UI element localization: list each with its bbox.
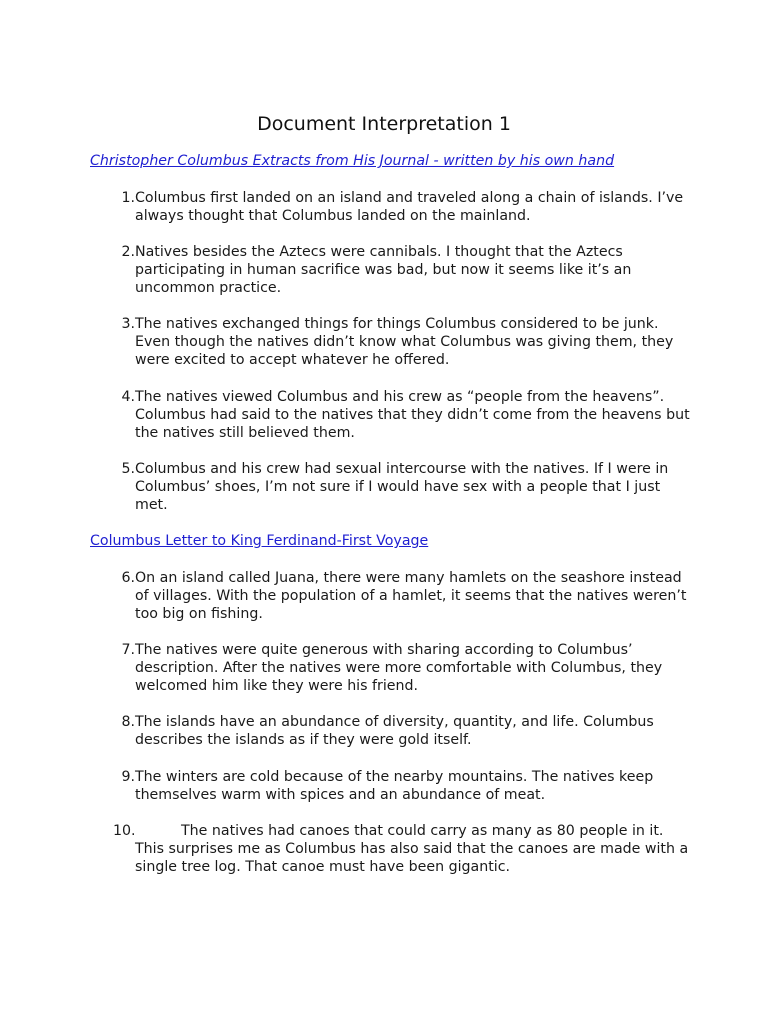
list-item-text: Columbus and his crew had sexual intercourse with the natives. If I were in Columbus’ shoes, I’m not sure if I would have sex with a people that I just met. — [135, 461, 669, 514]
list-item-text: The natives exchanged things for things Columbus considered to be junk. Even though the natives didn’t know what Columbus was giving them, they were excited to accept whatever he offered. — [135, 316, 674, 369]
list-item-text: The natives viewed Columbus and his crew as “people from the heavens”. Columbus had said to the natives that they didn’t come from the heavens but the natives still believed them. — [135, 389, 690, 442]
list-item-number: 4. — [121, 389, 135, 405]
list-item-text: The natives were quite generous with sharing according to Columbus’ description. After the natives were more comfortable with Columbus, they welcomed him like they were his friend. — [135, 642, 663, 695]
page-title: Document Interpretation 1 — [257, 113, 511, 135]
list-item-number: 8. — [121, 714, 135, 730]
list-item-text: Columbus first landed on an island and traveled along a chain of islands. I’ve always thought that Columbus landed on the mainland. — [135, 190, 684, 225]
list-item-number: 10. — [113, 823, 136, 839]
list-item-number: 7. — [121, 642, 135, 658]
list-item-number: 2. — [121, 244, 135, 260]
list-item-text: Natives besides the Aztecs were cannibals. I thought that the Aztecs participating in human sacrifice was bad, but now it seems like it’s an uncommon practice. — [135, 244, 632, 297]
list-item-number: 6. — [121, 570, 135, 586]
list-item-text: On an island called Juana, there were many hamlets on the seashore instead of villages. With the population of a hamlet, it seems that the natives weren’t too big on fishing. — [135, 570, 687, 623]
list-item-text: The islands have an abundance of diversity, quantity, and life. Columbus describes the islands as if they were gold itself. — [135, 714, 654, 749]
list-item-text: The natives had canoes that could carry as many as 80 people in it. This surprises me as Columbus has also said that the canoes are made with a single tree log. That canoe must have been gigantic. — [135, 823, 689, 876]
list-item-number: 9. — [121, 769, 135, 785]
list-item-number: 3. — [121, 316, 135, 332]
list-item-text: The winters are cold because of the nearby mountains. The natives keep themselves warm with spices and an abundance of meat. — [135, 769, 654, 804]
list-item-number: 5. — [121, 461, 135, 477]
letter-to-king-ferdinand-link[interactable]: Columbus Letter to King Ferdinand-First Voyage — [90, 533, 429, 549]
list-item-number: 1. — [121, 190, 135, 206]
journal-extracts-link[interactable]: Christopher Columbus Extracts from His Journal - written by his own hand — [90, 153, 615, 169]
